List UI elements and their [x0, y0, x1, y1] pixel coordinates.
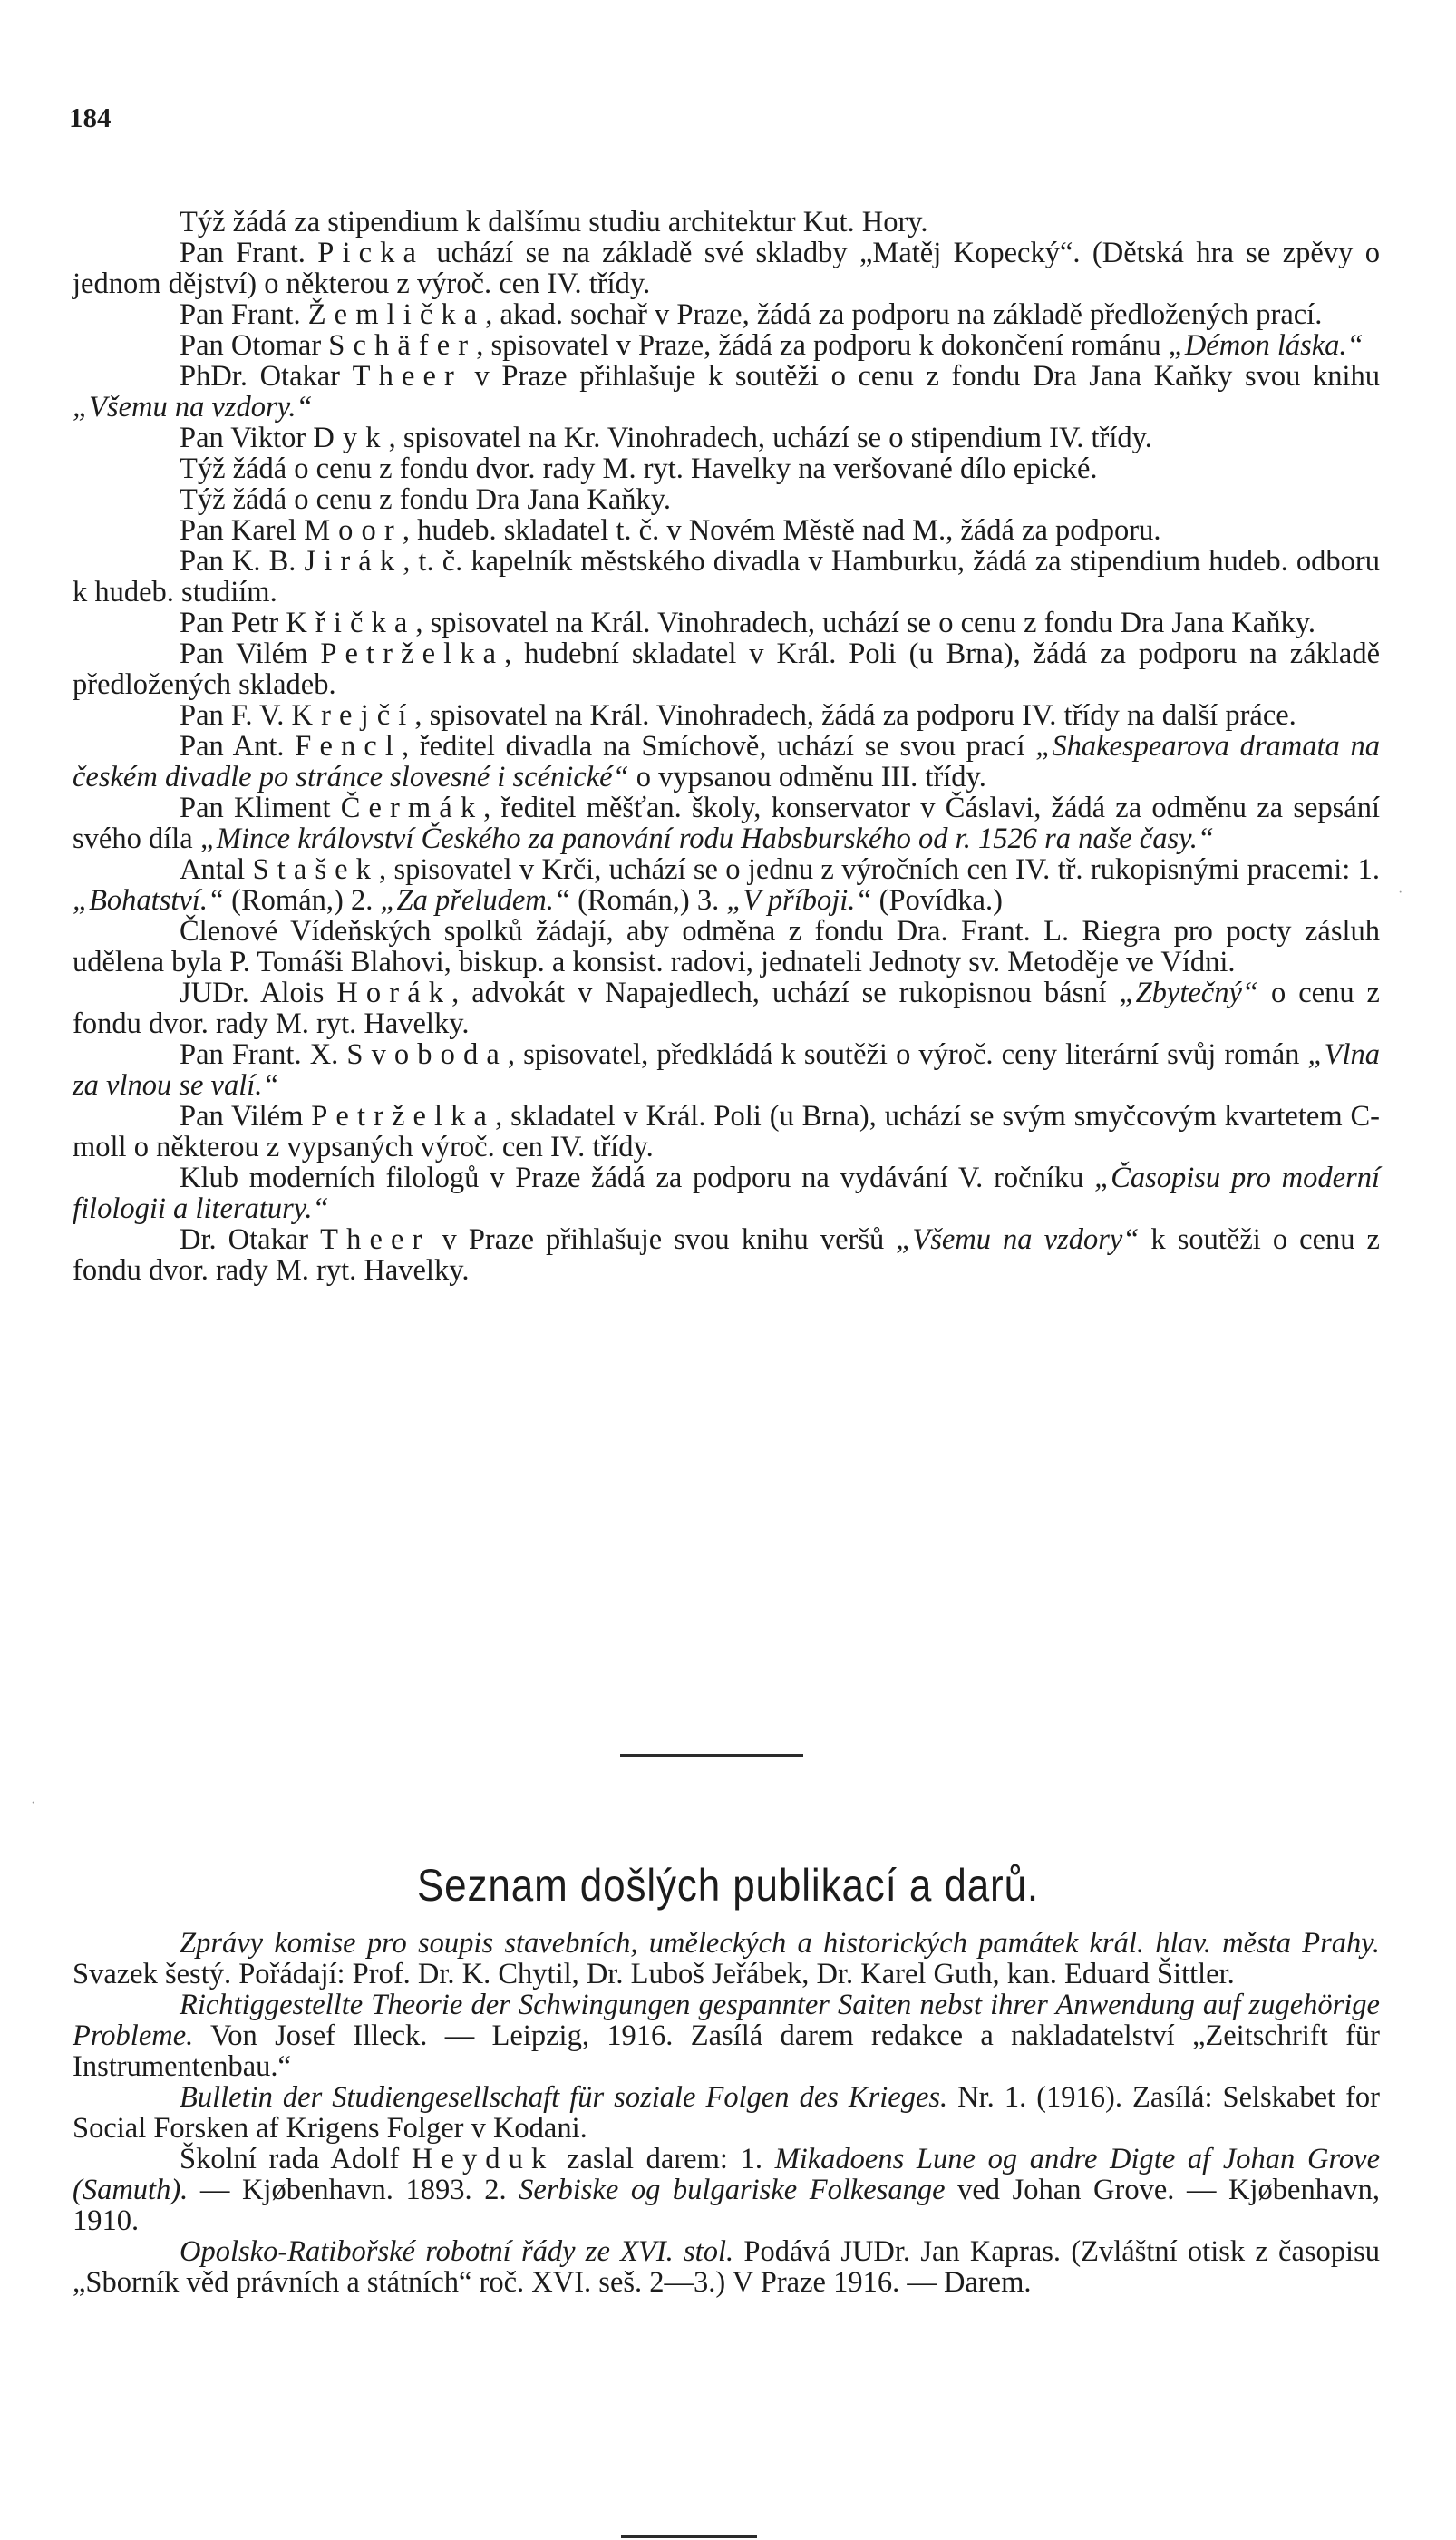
application-entry — [73, 1224, 1380, 1286]
spaced-name: Horák — [336, 977, 452, 1009]
text-run: Pan Vilém — [180, 637, 321, 670]
text-run: (Román,) 3. — [569, 884, 727, 917]
text-run: (Povídka.) — [871, 884, 1003, 917]
text-run: Pan K. B. — [180, 545, 305, 578]
print-speck: · — [31, 1796, 36, 1811]
text-run: , spisovatel v Krči, uchází se o jednu z výročních cen IV. tř. rukopisnými pracemi: 1. — [379, 853, 1380, 886]
text-run: k soutěži o cenu z fondu dvor. rady M. ryt. Havelky. — [73, 1223, 1380, 1287]
application-entry — [73, 916, 1380, 978]
italic-title: Bulletin der Studiengesellschaft für soziale Folgen des Krieges. — [180, 2081, 948, 2114]
publication-entry — [73, 2236, 1380, 2298]
application-entry — [73, 1163, 1380, 1224]
text-run: Pan F. V. — [180, 699, 292, 732]
application-entry — [73, 700, 1380, 731]
text-run: Podává JUDr. Jan Kapras. (Zvláštní otisk z časopisu „Sborník věd právních a státních“ roč. XVI. seš. 2—3.) V Praze 1916. — Darem. — [73, 2235, 1380, 2299]
italic-title: „Vlna za vlnou se valí.“ — [73, 1038, 1380, 1102]
spaced-name: Heyduk — [411, 2143, 555, 2175]
text-run: Pan Kliment — [180, 792, 341, 824]
text-run: zaslal darem: 1. — [554, 2143, 775, 2175]
text-run: , advokát v Napajedlech, uchází se rukopisnou básní — [451, 977, 1120, 1009]
text-run: Pan Viktor — [180, 422, 314, 454]
publication-entry — [73, 1928, 1380, 1990]
text-run: Pan Vilém — [180, 1100, 312, 1133]
spaced-name: Žemlička — [307, 298, 486, 331]
text-run: o cenu z fondu dvor. rady M. ryt. Havelky. — [73, 977, 1380, 1040]
application-entry — [73, 484, 1380, 515]
text-run: Dr. Otakar — [180, 1223, 321, 1256]
applications-list — [73, 207, 1380, 1286]
spaced-name: Theer — [352, 360, 462, 393]
text-run: uchází se na základě své skladby „Matěj Kopecký“. (Dětská hra se zpěvy o jednom dějství) o některou z výroč. cen IV. třídy. — [73, 237, 1380, 300]
section-heading: Seznam došlých publikací a darů. — [416, 1860, 1040, 1911]
italic-title: „V příboji.“ — [726, 884, 872, 917]
application-entry — [73, 1101, 1380, 1163]
print-speck: · — [1398, 885, 1403, 900]
text-run: , ředitel divadla na Smíchově, uchází se svou prací — [402, 730, 1036, 763]
spaced-name: Jirák — [304, 545, 403, 578]
text-run: Školní rada Adolf — [180, 2143, 412, 2175]
spaced-name: Picka — [317, 237, 424, 269]
text-run: Svazek šestý. Pořádají: Prof. Dr. K. Chytil, Dr. Luboš Jeřábek, Dr. Karel Guth, kan. Eduard Šittler. — [73, 1958, 1235, 1990]
spaced-name: Schäfer — [328, 329, 477, 362]
text-run: Pan Frant. — [180, 298, 308, 331]
text-run: Pan Frant. X. — [180, 1038, 347, 1071]
text-run: Antal — [180, 853, 253, 886]
text-run: PhDr. Otakar — [180, 360, 353, 393]
text-run: Pan Karel — [180, 514, 305, 547]
application-entry — [73, 361, 1380, 423]
spaced-name: Svoboda — [346, 1038, 508, 1071]
text-run: , spisovatel na Král. Vinohradech, žádá za podporu IV. třídy na další práce. — [414, 699, 1296, 732]
application-entry — [73, 731, 1380, 793]
text-run: , hudeb. skladatel t. č. v Novém Městě nad M., žádá za podporu. — [402, 514, 1161, 547]
text-run: , t. č. kapelník městského divadla v Hamburku, žádá za stipendium hudeb. odboru k hudeb. studiím. — [73, 545, 1380, 608]
spaced-name: Petrželka — [320, 637, 505, 670]
text-run: , skladatel v Král. Poli (u Brna), uchází se svým smyčcovým kvartetem C-moll o některou z vypsaných výroč. cen IV. třídy. — [73, 1100, 1380, 1163]
text-run: Pan Ant. — [180, 730, 296, 763]
italic-title: „Shakespearova dramata na českém divadle po stránce slovesné i scénické“ — [73, 730, 1380, 793]
text-run: , hudební skladatel v Král. Poli (u Brna), žádá za podporu na základě předložených skladeb. — [73, 637, 1380, 701]
application-entry — [73, 330, 1380, 361]
text-run: , ředitel měšťan. školy, konservator v Čáslavi, žádá za odměnu za sepsání svého díla — [73, 792, 1380, 855]
text-run: JUDr. Alois — [180, 977, 337, 1009]
italic-title: Opolsko-Ratibořské robotní řády ze XVI. stol. — [180, 2235, 734, 2268]
text-run: , spisovatel na Kr. Vinohradech, uchází se o stipendium IV. třídy. — [388, 422, 1152, 454]
text-run: Pan Otomar — [180, 329, 329, 362]
publication-entry — [73, 1990, 1380, 2082]
application-entry — [73, 515, 1380, 546]
italic-title: „Všemu na vzdory“ — [896, 1223, 1140, 1256]
text-run: Členové Vídeňských spolků žádají, aby odměna z fondu Dra. Frant. L. Riegra pro pocty zásluh udělena byla P. Tomáši Blahovi, biskup. a konsist. radovi, jednateli Jednoty sv. Metoděje ve Vídni. — [73, 915, 1380, 978]
publication-entry — [73, 2144, 1380, 2236]
application-entry — [73, 978, 1380, 1039]
text-run: , spisovatel na Král. Vinohradech, uchází se o cenu z fondu Dra Jana Kaňky. — [415, 607, 1315, 639]
text-run: — Kjøbenhavn. 1893. 2. — [188, 2174, 519, 2206]
text-run: v Praze přihlašuje svou knihu veršů — [430, 1223, 897, 1256]
spaced-name: Dyk — [313, 422, 389, 454]
italic-title: „Za přeludem.“ — [380, 884, 570, 917]
spaced-name: Křička — [286, 607, 416, 639]
spaced-name: Stašek — [252, 853, 380, 886]
spaced-name: Theer — [320, 1223, 431, 1256]
text-run: Klub moderních filologů v Praze žádá za podporu na vydávání V. ročníku — [180, 1162, 1095, 1194]
italic-title: Richtiggestellte Theorie der Schwingungen gespannter Saiten nebst ihrer Anwendung auf zugehörige Probleme. — [73, 1989, 1380, 2052]
page-number: 184 — [69, 102, 112, 133]
application-entry — [73, 453, 1380, 484]
application-entry — [73, 638, 1380, 700]
text-run: Pan Frant. — [180, 237, 318, 269]
text-run: Týž žádá za stipendium k dalšímu studiu architektur Kut. Hory. — [180, 206, 928, 238]
text-run: , akad. sochař v Praze, žádá za podporu na základě předložených prací. — [485, 298, 1323, 331]
application-entry — [73, 423, 1380, 453]
text-run: o vypsanou odměnu III. třídy. — [628, 761, 986, 793]
italic-title: Serbiske og bulgariske Folkesange — [519, 2174, 946, 2206]
text-run: , spisovatel v Praze, žádá za podporu k dokončení románu — [476, 329, 1169, 362]
application-entry — [73, 854, 1380, 916]
application-entry — [73, 608, 1380, 638]
italic-title: „Všemu na vzdory.“ — [73, 391, 313, 423]
publications-list — [73, 1928, 1380, 2298]
text-run: Týž žádá o cenu z fondu Dra Jana Kaňky. — [180, 483, 672, 516]
application-entry — [73, 546, 1380, 608]
text-run: Von Josef Illeck. — Leipzig, 1916. Zasílá darem redakce a nakladatelství „Zeitschrift für Instrumentenbau.“ — [73, 2019, 1380, 2083]
application-entry — [73, 1039, 1380, 1101]
italic-title: „Bohatství.“ — [73, 884, 225, 917]
section-divider — [620, 1754, 803, 1757]
italic-title: „Zbytečný“ — [1119, 977, 1258, 1009]
spaced-name: Čermák — [340, 792, 484, 824]
text-run: (Román,) 2. — [224, 884, 381, 917]
text-run: Pan Petr — [180, 607, 286, 639]
application-entry — [73, 207, 1380, 238]
end-rule — [621, 2535, 757, 2538]
italic-title: „Časopisu pro moderní filologii a literatury.“ — [73, 1162, 1381, 1225]
italic-title: Zprávy komise pro soupis stavebních, uměleckých a historických památek král. hlav. města Prahy. — [180, 1927, 1380, 1960]
spaced-name: Krejčí — [291, 699, 415, 732]
italic-title: „Mince království Českého za panování rodu Habsburského od r. 1526 ra naše časy.“ — [199, 822, 1214, 855]
text-run: Nr. 1. (1916). Zasílá: Selskabet for Social Forsken af Krigens Folger v Kodani. — [73, 2081, 1380, 2145]
spaced-name: Moor — [304, 514, 403, 547]
spaced-name: Petrželka — [311, 1100, 496, 1133]
application-entry — [73, 238, 1380, 299]
italic-title: Mikadoens Lune og andre Digte af Johan Grove (Samuth). — [73, 2143, 1380, 2206]
publication-entry — [73, 2082, 1380, 2144]
spaced-name: Fencl — [295, 730, 402, 763]
text-run: , spisovatel, předkládá k soutěži o výroč. ceny literární svůj román — [507, 1038, 1308, 1071]
text-run: ved Johan Grove. — Kjøbenhavn, 1910. — [73, 2174, 1381, 2237]
application-entry — [73, 299, 1380, 330]
text-run: Týž žádá o cenu z fondu dvor. rady M. ryt. Havelky na veršované dílo epické. — [180, 453, 1098, 485]
italic-title: „Démon láska.“ — [1168, 329, 1364, 362]
text-run: v Praze přihlašuje k soutěži o cenu z fondu Dra Jana Kaňky svou knihu — [461, 360, 1381, 393]
application-entry — [73, 793, 1380, 854]
